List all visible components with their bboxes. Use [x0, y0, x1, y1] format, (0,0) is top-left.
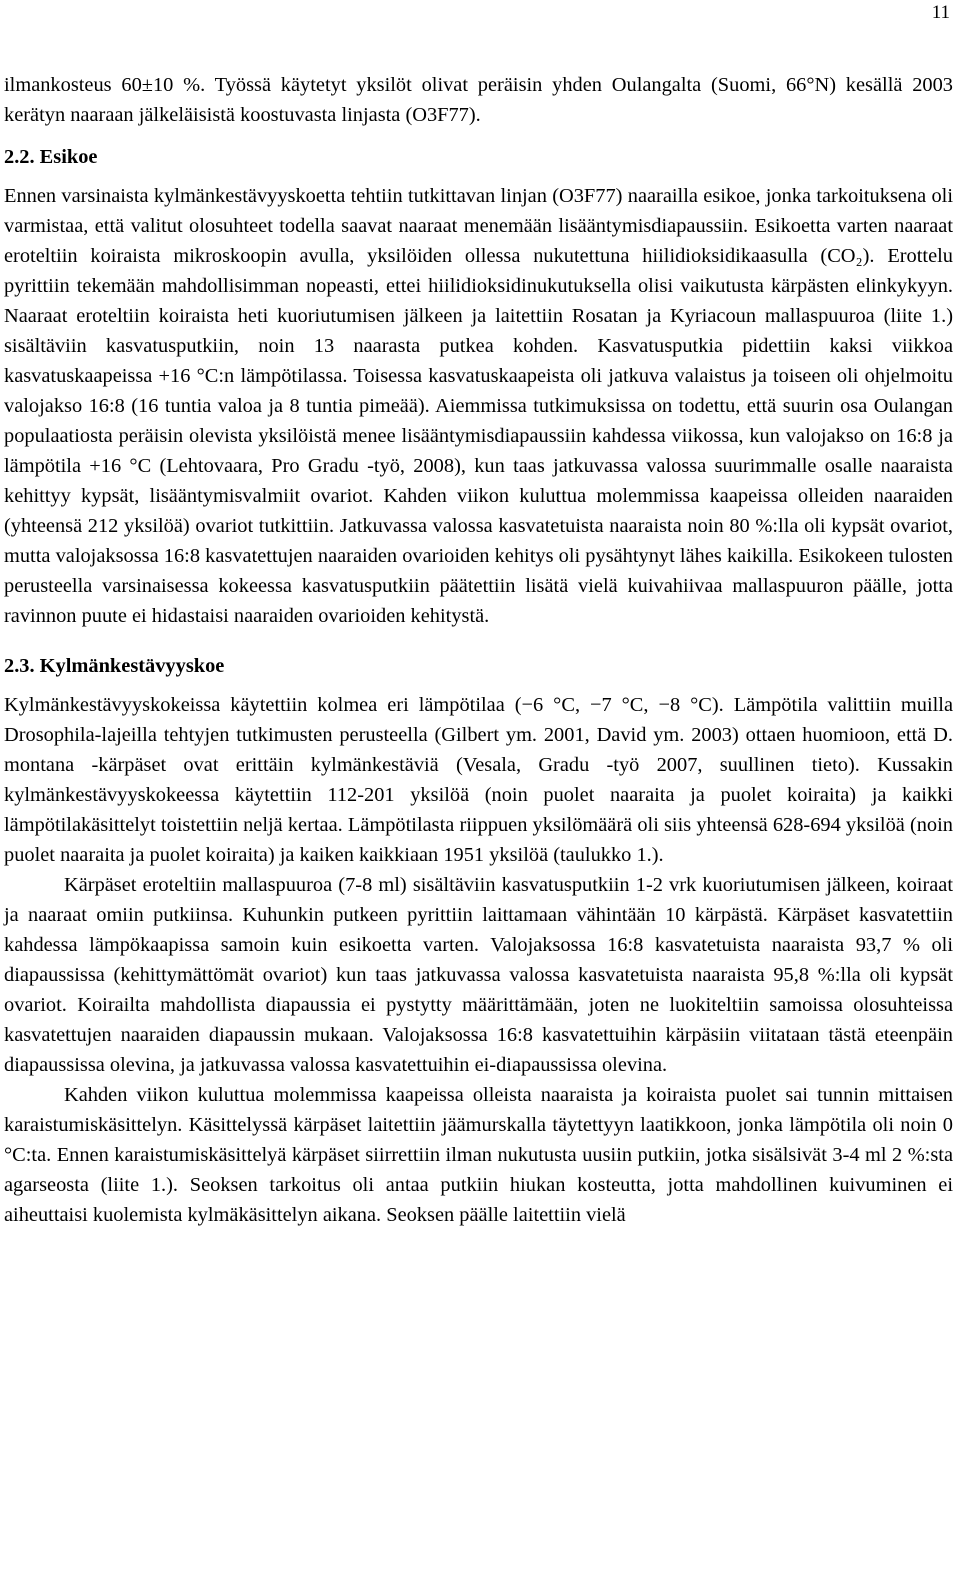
page-number: 11	[931, 2, 950, 23]
section-heading-kylmankestavyyskoe: 2.3. Kylmänkestävyyskoe	[4, 655, 225, 677]
paragraph-kasvatus: Kärpäset eroteltiin mallaspuuroa (7-8 ml) sisältäviin kasvatusputkiin 1-2 vrk kuoriutumisen jälkeen, koiraat ja naaraat omiin putkiinsa. Kuhunkin putkeen pyrittiin laittamaan vähintään 10 kärpästä. Kärpäset kasvatettiin kahdessa lämpökaapissa samoin kuin esikoetta varten. Valojaksossa 16:8 kasvatetuista naaraista 93,7 % oli diapaussissa (kehittymättömät ovariot) kun taas jatkuvassa valossa kasvatetuista naaraista 95,8 %:lla oli kypsät ovariot. Koirailta mahdollista diapaussia ei pystytty määrittämään, joten ne luokiteltiin samoissa olosuhteissa kasvatettujen naaraiden diapaussin mukaan. Valojaksossa 16:8 kasvatettuihin kärpäsiin viitataan tästä eteenpäin diapaussissa olevina, ja jatkuvassa valossa kasvatettuihin ei-diapaussissa olevina.	[4, 874, 953, 1076]
document-body	[4, 70, 953, 1230]
section-heading-esikoe: 2.2. Esikoe	[4, 146, 98, 168]
paragraph-karaistuminen: Kahden viikon kuluttua molemmissa kaapeissa olleista naaraista ja koiraista puolet sai tunnin mittaisen karaistumiskäsittelyn. Käsittelyssä kärpäset laitettiin jäämurskalla täytettyyn laatikkoon, jonka lämpötila oli noin 0 °C:ta. Ennen karaistumiskäsittelyä kärpäset siirrettiin ilman nukutusta uusiin putkiin, jotka sisälsivät 3-4 ml 2 %:sta agarseosta (liite 1.). Seoksen tarkoitus oli antaa putkiin hiukan kosteutta, jotta mahdollinen kuivuminen ei aiheuttaisi kuolemista kylmäkäsittelyn aikana. Seoksen päälle laitettiin vielä	[4, 1084, 953, 1226]
paragraph-esikoe: Ennen varsinaista kylmänkestävyyskoetta tehtiin tutkittavan linjan (O3F77) naarailla esikoe, jonka tarkoituksena oli varmistaa, että valitut olosuhteet todella saavat naaraat menemään lisääntymisdiapaussiin. Esikoetta varten naaraat eroteltiin koiraista mikroskoopin avulla, yksilöiden ollessa nukutettuna hiilidioksidikaasulla (CO₂). Erottelu pyrittiin tekemään mahdollisimman nopeasti, ettei hiilidioksidinukutuksella olisi vaikutusta kärpästen elinkykyyn. Naaraat eroteltiin koiraista heti kuoriutumisen jälkeen ja laitettiin Rosatan ja Kyriacoun mallaspuuroa (liite 1.) sisältäviin kasvatusputkiin, noin 13 naarasta putkea kohden. Kasvatusputkia pidettiin kaksi viikkoa kasvatuskaapeissa +16 °C:n lämpötilassa. Toisessa kasvatuskaapeista oli jatkuva valaistus ja toiseen oli ohjelmoitu valojakso 16:8 (16 tuntia valoa ja 8 tuntia pimeää). Aiemmissa tutkimuksissa on todettu, että suurin osa Oulangan populaatiosta peräisin olevista yksilöistä menee lisääntymisdiapaussiin kahdessa viikossa, kun valojakso on 16:8 ja lämpötila +16 °C (Lehtovaara, Pro Gradu -työ, 2008), kun taas jatkuvassa valossa suurimmalle osalle naaraista kehittyy kypsät, lisääntymisvalmiit ovariot. Kahden viikon kuluttua molemmissa kaapeissa olleiden naaraiden (yhteensä 212 yksilöä) ovariot tutkittiin. Jatkuvassa valossa kasvatetuista naaraista noin 80 %:lla oli kypsät ovariot, mutta valojaksossa 16:8 kasvatettujen naaraiden ovarioiden kehitys oli pysähtynyt lähes kaikilla. Esikokeen tulosten perusteella varsinaisessa kokeessa kasvatusputkiin päätettiin lisätä vielä kuivahiivaa mallaspuuron päälle, jotta ravinnon puute ei hidastaisi naaraiden ovarioiden kehitystä.	[4, 185, 953, 627]
paragraph-intro: ilmankosteus 60±10 %. Työssä käytetyt yksilöt olivat peräisin yhden Oulangalta (Suomi, 66°N) kesällä 2003 kerätyn naaraan jälkeläisistä koostuvasta linjasta (O3F77).	[4, 74, 953, 126]
paragraph-kylmankestavyyskoe: Kylmänkestävyyskokeissa käytettiin kolmea eri lämpötilaa (−6 °C, −7 °C, −8 °C). Lämpötila valittiin muilla Drosophila-lajeilla tehtyjen tutkimusten perusteella (Gilbert ym. 2001, David ym. 2003) ottaen huomioon, että D. montana -kärpäset ovat erittäin kylmänkestäviä (Vesala, Gradu -työ 2007, suullinen tieto). Kussakin kylmänkestävyyskokeessa käytettiin 112-201 yksilöä (noin puolet naaraita ja puolet koiraita) ja kaikki lämpötilakäsittelyt toistettiin neljä kertaa. Lämpötilasta riippuen yksilömäärä oli siis yhteensä 628-694 yksilöä (noin puolet naaraita ja puolet koiraita) ja kaiken kaikkiaan 1951 yksilöä (taulukko 1.).	[4, 694, 953, 866]
